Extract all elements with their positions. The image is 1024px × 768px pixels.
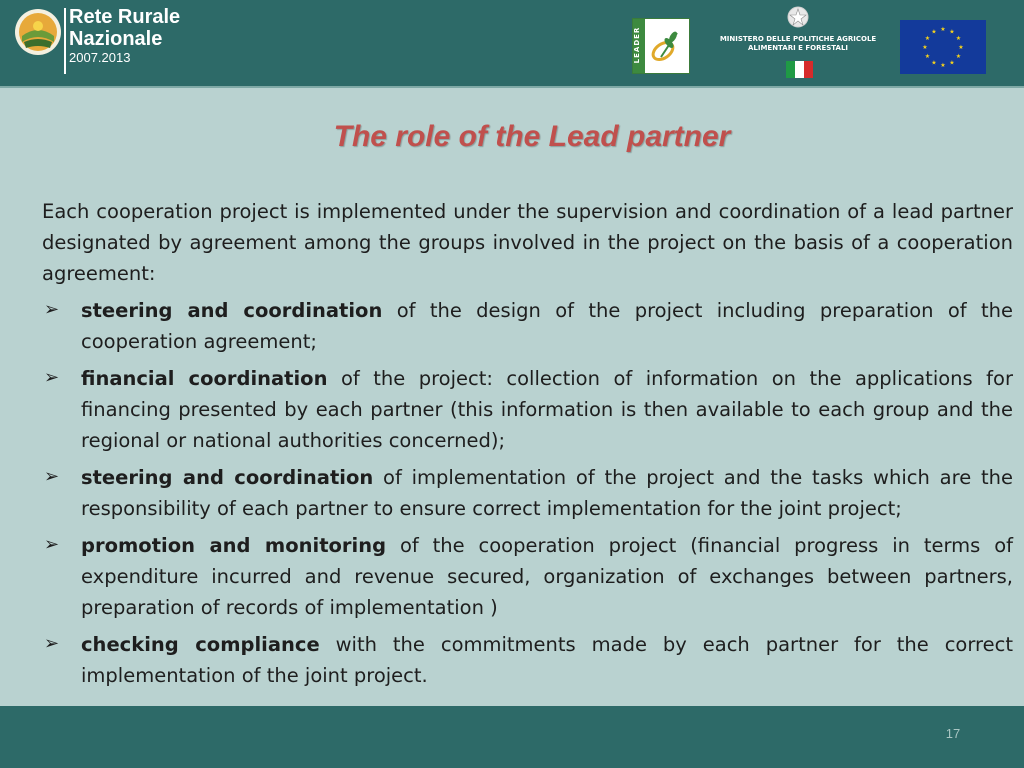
svg-text:★: ★: [955, 35, 962, 42]
item-text: of implementation of the project and the tasks which are the responsibility of each partner to ensure correct implementation for the joint project;: [81, 466, 1013, 520]
ministry-name: [700, 35, 896, 53]
svg-text:★: ★: [955, 53, 962, 60]
item-keyword: checking compliance: [81, 633, 320, 656]
svg-text:★: ★: [931, 59, 937, 67]
arrow-bullet-icon: ➢: [44, 534, 60, 555]
arrow-bullet-icon: ➢: [44, 299, 60, 320]
list-item: [42, 295, 1013, 357]
svg-text:★: ★: [924, 35, 931, 42]
arrow-bullet-icon: ➢: [44, 367, 60, 388]
svg-text:★: ★: [924, 53, 931, 60]
leader-strip: [633, 19, 645, 73]
ministry-line-1: MINISTERO DELLE POLITICHE AGRICOLE: [719, 35, 877, 43]
responsibility-list: [42, 295, 1013, 691]
leader-leaf-icon: [647, 27, 685, 65]
svg-text:★: ★: [922, 44, 928, 51]
rete-rurale-logo-icon: [14, 8, 62, 56]
svg-text:★: ★: [949, 28, 955, 36]
header-divider: [0, 86, 1024, 88]
svg-text:★: ★: [949, 59, 955, 67]
arrow-bullet-icon: ➢: [44, 466, 60, 487]
slide-title: The role of the Lead partner: [333, 120, 731, 153]
svg-text:★: ★: [940, 26, 946, 33]
list-item: [42, 363, 1013, 456]
brand-line-2: Nazionale: [69, 28, 163, 50]
ministry-line-2: ALIMENTARI E FORESTALI: [747, 44, 849, 52]
item-keyword: promotion and monitoring: [81, 534, 387, 557]
italian-flag-icon: [786, 61, 813, 78]
svg-text:★: ★: [940, 62, 946, 69]
list-item: [42, 462, 1013, 524]
item-keyword: steering and coordination: [81, 299, 383, 322]
italian-emblem-icon: [786, 5, 810, 29]
list-item: [42, 530, 1013, 623]
item-text: of the project: collection of information on the applications for financing presented by each partner (this information is then available to each group and the regional or national authorities concerned);: [81, 367, 1013, 452]
brand-years: 2007.2013: [69, 50, 131, 65]
eu-flag-icon: [900, 20, 986, 74]
arrow-bullet-icon: ➢: [44, 633, 60, 654]
svg-text:★: ★: [958, 44, 964, 51]
item-text: of the cooperation project (financial progress in terms of expenditure incurred and revenue secured, organization of exchanges between partners, preparation of records of implementation ): [81, 534, 1013, 619]
item-keyword: financial coordination: [81, 367, 328, 390]
footer-bar: [0, 706, 1024, 768]
intro-paragraph: Each cooperation project is implemented under the supervision and coordination of a lead partner designated by agreement among the groups involved in the project on the basis of a cooperation agreement:: [42, 200, 1013, 285]
item-text: of the design of the project including preparation of the cooperation agreement;: [81, 299, 1013, 353]
list-item: [42, 629, 1013, 691]
brand-title: [69, 6, 180, 66]
svg-text:★: ★: [931, 28, 937, 36]
slide-body: [42, 196, 1013, 697]
brand-separator: [64, 8, 66, 74]
brand-line-1: Rete Rurale: [69, 6, 181, 28]
leader-label: LEADER: [633, 26, 641, 64]
page-number: 17: [945, 726, 961, 741]
leader-logo-icon: [632, 18, 690, 74]
item-keyword: steering and coordination: [81, 466, 374, 489]
item-text: with the commitments made by each partner for the correct implementation of the joint project.: [81, 633, 1013, 687]
